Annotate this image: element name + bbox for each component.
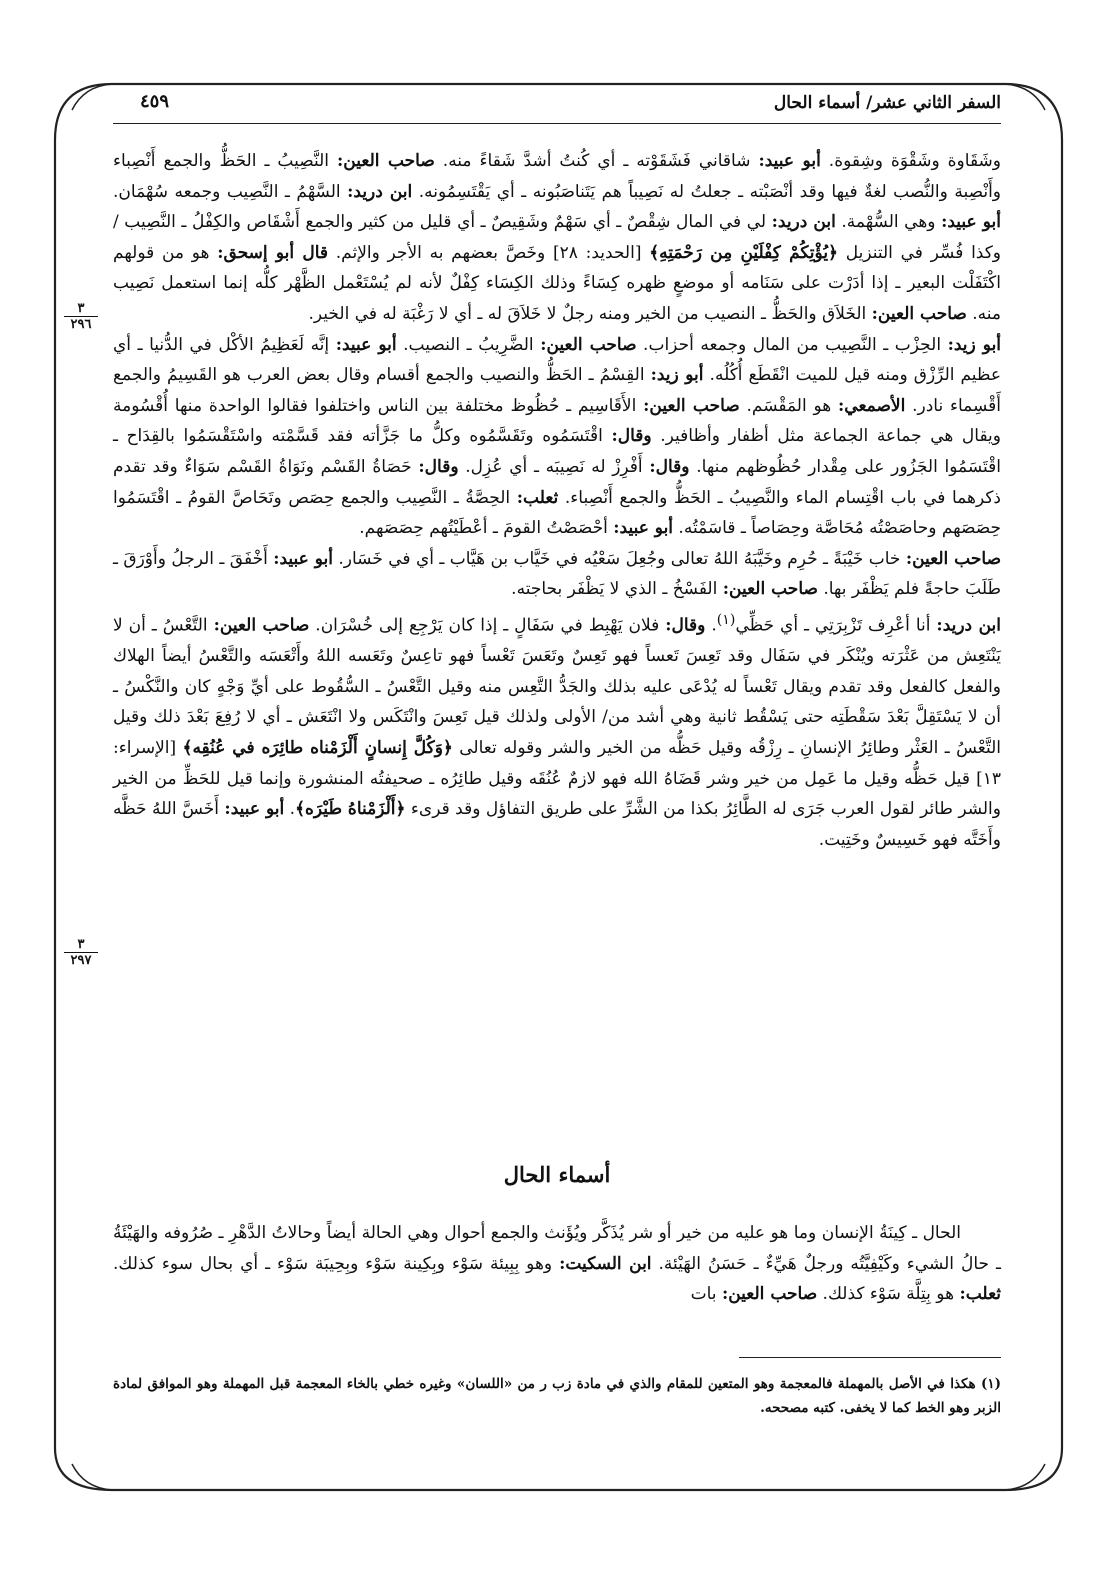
body-paragraph: ابن دريد: أنا أعْرِف تَزْبِرَتِي ـ أي حَظِّي$^{(١)}$. وقال: فلان يَهْبِط في سَفَالٍ ـ إذا كان يَرْجِع إلى خُسْرَان. صاحب العين: التَّعْسُ ـ أن لا يَنْتَعِش من عَثْرَته ويُنْكَر في سَفَال وقد تَعِسَ تَعساً فهو تَعِسٌ وتَعَسَ تَعْساً فهو تاعِسٌ وتَعَسه اللهُ وأَتْعَسَه والتَّعْسُ أيضاً الهلاك والفعل كالفعل وقد تقدم ويقال تَعْساً له يُدْعَى عليه بذلك والجَدُّ التَّعِس منه وقيل التَّعْسُ ـ السُّقُوط على أيِّ وَجْهٍ كان والنَّكْسُ ـ أن لا يَسْتَقِلَّ بَعْدَ سَقْطَتِه حتى يَسْقُط ثانية وهي أشد من/ الأولى ولذلك قيل تَعِسَ وانْتَكَس ولا انْتَعَش ـ أي لا رُفِعَ بَعْدَ ذلك وقيل التَّعْسُ ـ العَثْر وطائِرُ الإنسانِ ـ رِزْقُه وقيل حَظُّه من الخير والشر وقوله تعالى ﴿وَكُلَّ إِنسانٍ أَلْزَمْناه طائِرَه في عُنُقِه﴾ [الإسراء: ١٣] قيل حَظُّه وقيل ما عَمِل من خير وشر قَضَاهُ الله فهو لازمٌ عُنُقَه وقيل طائِرُه ـ صحيفتُه المنشورة وإنما قيل للحَظِّ من الخير والشر طائر لقول العرب جَرَى له الطَّائِرُ بكذا من الشَّرِّ على طريق التفاؤل وقد قرىء ﴿أَلْزَمْناهُ طَيْرَه﴾. أبو عبيد: أَخَسَّ اللهُ حَظَّه وأَخَتَّه فهو خَسِيسٌ وخَتِيت. [113, 611, 1002, 850]
margin-reference-volume: ٣ [64, 938, 98, 953]
footnote-divider [739, 1357, 1001, 1358]
main-text-body [113, 146, 1001, 855]
page-number: ٤٥٩ [140, 91, 170, 112]
margin-reference-volume: ٣ [64, 302, 98, 317]
section-heading: أسماء الحال [503, 1162, 611, 1187]
body-paragraph: صاحب العين: خاب خَيْبَةً ـ حُرِم وخَيَّبَهُ اللهُ تعالى وجُعِلَ سَعْيُه في خَيَّاب بن هَيَّاب ـ أي في خَسَار. أبو عبيد: أَخْفَقَ ـ الرجلُ وأَوْرَقَ ـ طَلَبَ حاجةً فلم يَظْفَر بها. صاحب العين: الفَسْخُ ـ الذي لا يَظْفَر بحاجته. [113, 548, 1002, 600]
margin-reference [64, 302, 98, 331]
margin-reference-page: ٢٩٧ [70, 953, 92, 968]
body-paragraph: أبو زيد: الحِزْب ـ النَّصِيب من المال وجمعه أحزاب. صاحب العين: الضَّرِيبُ ـ النصيب. أبو عبيد: إنَّه لَعَظِيمُ الأكْل في الدُّنيا ـ أي عظيم الرِّزْق ومنه قيل للميت انْقَطَع أُكُلُه. أبو زيد: القِسْمُ ـ الحَظُّ والنصيب والجمع أقسام وقال بعض العرب هو القَسِيمُ والجمع أَقْسِماء نادر. الأصمعي: هو المَقْسَم. صاحب العين: الأَقَاسِيم ـ حُظُوظ مختلفة بين الناس واختلفوا فقالوا الواحدة منها أُقْسُومة ويقال هي جماعة الجماعة مثل أظفار وأظافير. وقال: اقْتَسَمُوه وتَقَسَّمُوه وكلُّ ما جَزَّأته فقد قَسَّمْته واسْتَقْسَمُوا بالقِدَاح ـ اقْتَسَمُوا الجَزُور على مِقْدار حُظُوظهم منها. وقال: أَفْرِزْ له نَصِيبَه ـ أي عُزِل. وقال: حَصَاةُ القَسْم ونَوَاةُ القَسْم سَوَاءٌ وقد تقدم ذكرهما في باب اقْتِسام الماء والنَّصِيبُ ـ الحَظُّ والجمع أَنْصِباء. ثعلب: الحِصَّةُ ـ النَّصِيب والجمع حِصَص وتَحَاصَّ القومُ ـ اقْتَسَمُوا حِصَصَهم وحاصَصْتُه مُحَاصَّة وحِصَاصاً ـ قاسَمْتُه. أبو عبيد: أحْصَصْتُ القومَ ـ أعْطَيْتُهم حِصَصَهم. [113, 334, 1002, 539]
body-paragraph: وشَقَاوة وشَقْوَة وشِقوة. أبو عبيد: شاقاني فَشَقَوْته ـ أي كُنتُ أشدَّ شَقاءً منه. صاحب العين: النَّصِيبُ ـ الحَظُّ والجمع أَنْصِباء وأَنْصِبة والنُّصب لغةٌ فيها وقد أنْصَبْته ـ جعلتُ له نَصِيباً هم يَتَناصَبُونه ـ أي يَقْتَسِمُونه. ابن دريد: السَّهْمُ ـ النَّصِيب وجمعه سُهْمَان. أبو عبيد: وهي السُّهْمة. ابن دريد: لي في المال شِقْصٌ ـ أي سَهْمٌ وشَقِيصٌ ـ أي قليل من كثير والجمع أَشْقَاص والكِفْلُ ـ النَّصِيب /وكذا فُسِّر في التنزيل ﴿يُؤْتِكُمْ كِفْلَيْنِ مِن رَحْمَتِهِ﴾ [الحديد: ٢٨] وخَصَّ بعضهم به الأجر والإثم. قال أبو إسحق: هو من قولهم اكْتَفَلْت البعير ـ إذا أدَرْت على سَنَامه أو موضعٍ ظهره كِسَاءً وذلك الكِسَاء كِفْلٌ لأنه لم يُسْتَعْمل الظَّهْر كلُّه إنما استعمل نَصِيب منه. صاحب العين: الخَلاَق والحَظُّ ـ النصيب من الخير ومنه رجلٌ لا خَلاَقَ له ـ أي لا رَغْبَة له في الخير. [113, 151, 1002, 324]
header-divider [113, 123, 1001, 124]
margin-reference [64, 938, 98, 967]
running-title: السفر الثاني عشر/ أسماء الحال [773, 93, 1001, 113]
section-paragraph: الحال ـ كِينَةُ الإنسان وما هو عليه من خير أو شر يُذَكَّر ويُؤَنث والجمع أحوال وهي الحالة أيضاً وحالاتُ الدَّهْرِ ـ صُرُوفه والهَيْئَةُ ـ حالُ الشيء وكَيْفِيَّتُه ورجلٌ هَيِّءٌ ـ حَسَنُ الهَيْئة. ابن السكيت: وهو بِبِيئة سَوْء وبِكِينة سَوْء وبِحِيبَة سَوْء ـ أي بحال سوء كذلك. ثعلب: هو بِتِلَّة سَوْء كذلك. صاحب العين: بات [113, 1223, 1001, 1305]
footnote: (١) هكذا في الأصل بالمهملة فالمعجمة وهو المتعين للمقام والذي في مادة زب ر من «اللسان» وغيره خطي بالخاء المعجمة قبل المهملة وهو الموافق لمادة الزبر وهو الخط كما لا يخفى. كتبه مصححه. [113, 1376, 1001, 1416]
margin-reference-page: ٢٩٦ [70, 317, 92, 332]
